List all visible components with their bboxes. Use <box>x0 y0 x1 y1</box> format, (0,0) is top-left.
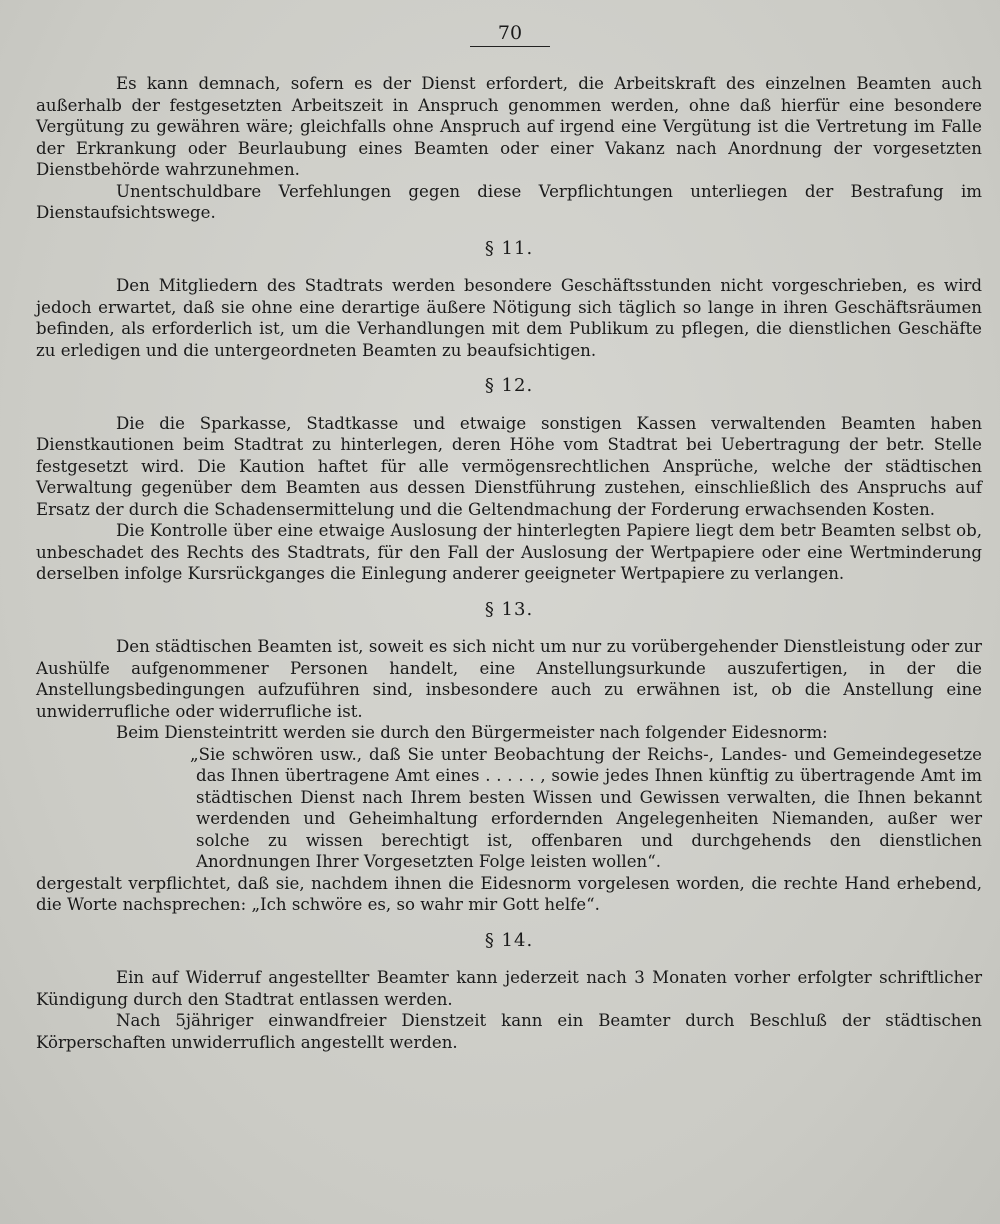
paragraph-permanent-appointment: Nach 5jähriger einwandfreier Dienstzeit kann ein Beamter durch Beschluß der städtischen Körperschaften unwiderruflich angestellt werden. <box>36 1011 982 1052</box>
paragraph-overtime: Es kann demnach, sofern es der Dienst erfordert, die Arbeitskraft des einzelnen Beamten auch außerhalb der festgesetzten Arbeitszeit in Anspruch genommen werden, ohne daß hierfür eine besondere Vergütung zu gewähren wäre; gleichfalls ohne Anspruch auf irgend eine Vergütung ist die Vertretung im Falle der Erkrankung oder Beurlaubung eines Beamten oder einer Vakanz nach Anordnung der vorgesetzten Dienstbehörde wahrzunehmen. <box>36 74 982 179</box>
page-number: 70 <box>470 22 550 47</box>
page-body <box>36 73 982 1053</box>
paragraph-penalties: Unentschuldbare Verfehlungen gegen diese Verpflichtungen unterliegen der Bestrafung im Dienstaufsichtswege. <box>36 181 982 222</box>
paragraph-oath-procedure: dergestalt verpflichtet, daß sie, nachdem ihnen die Eidesnorm vorgelesen worden, die rechte Hand erhebend, die Worte nachsprechen: „Ich schwöre es, so wahr mir Gott helfe“. <box>36 873 982 914</box>
section-heading-14: § 14. <box>484 929 534 951</box>
section-heading-13: § 13. <box>484 598 534 620</box>
paragraph-securities-control: Die Kontrolle über eine etwaige Auslosung der hinterlegten Papiere liegt dem betr Beamten selbst ob, unbeschadet des Rechts des Stadtrats, für den Fall der Auslosung der Wertpapiere oder eine Wertminderung derselben infolge Kursrückganges die Einlegung anderer geeigneter Wertpapiere zu verlangen. <box>36 521 982 583</box>
section-heading-11: § 11. <box>484 237 534 259</box>
paragraph-oath-intro: Beim Diensteintritt werden sie durch den Bürgermeister nach folgender Eidesnorm: <box>116 723 828 742</box>
paragraph-council-hours: Den Mitgliedern des Stadtrats werden besondere Geschäftsstunden nicht vorgeschrieben, es wird jedoch erwartet, daß sie ohne eine derartige äußere Nötigung sich täglich so lange in ihren Geschäftsräumen befinden, als erforderlich ist, um die Verhandlungen mit dem Publikum zu pflegen, die dienstlichen Geschäfte zu erledigen und die untergeordneten Beamten zu beaufsichtigen. <box>36 276 982 360</box>
paragraph-dismissal: Ein auf Widerruf angestellter Beamter kann jederzeit nach 3 Monaten vorher erfolgter schriftlicher Kündigung durch den Stadtrat entlassen werden. <box>36 968 982 1009</box>
section-heading-12: § 12. <box>484 375 534 396</box>
paragraph-deposits: Die die Sparkasse, Stadtkasse und etwaige sonstigen Kassen verwaltenden Beamten haben Dienstkautionen beim Stadtrat zu hinterlegen, deren Höhe vom Stadtrat bei Uebertragung der betr. Stelle festgesetzt wird. Die Kaution haftet für alle vermögensrechtlichen Ansprüche, welche der städtischen Verwaltung gegenüber dem Beamten aus dessen Dienstführung zustehen, einschließlich des Anspruchs auf Ersatz der durch die Schadensermittelung und die Geltendmachung der Forderung erwachsenden Kosten. <box>36 413 982 519</box>
paragraph-appointment-certificate: Den städtischen Beamten ist, soweit es sich nicht um nur zu vorübergehender Dienstleistung oder zur Aushülfe aufgenommener Personen handelt, eine Anstellungsurkunde auszufertigen, in der die Anstellungsbedingungen aufzuführen sind, insbesondere auch zu erwähnen ist, ob die Anstellung eine unwiderrufliche oder widerrufliche ist. <box>36 637 982 721</box>
oath-text: „Sie schwören usw., daß Sie unter Beobachtung der Reichs-, Landes- und Gemeindegesetze das Ihnen übertragene Amt eines . . . . . , sowie jedes Ihnen künftig zu übertragende Amt im städtischen Dienst nach Ihrem besten Wissen und Gewissen verwalten, die Ihnen bekannt werdenden und Geheimhaltung erfordernden Angelegenheiten Niemanden, außer wer solche zu wissen berechtigt ist, offenbaren und durchgehends den dienstlichen Anordnungen Ihrer Vorgesetzten Folge leisten wollen“. <box>190 744 982 871</box>
